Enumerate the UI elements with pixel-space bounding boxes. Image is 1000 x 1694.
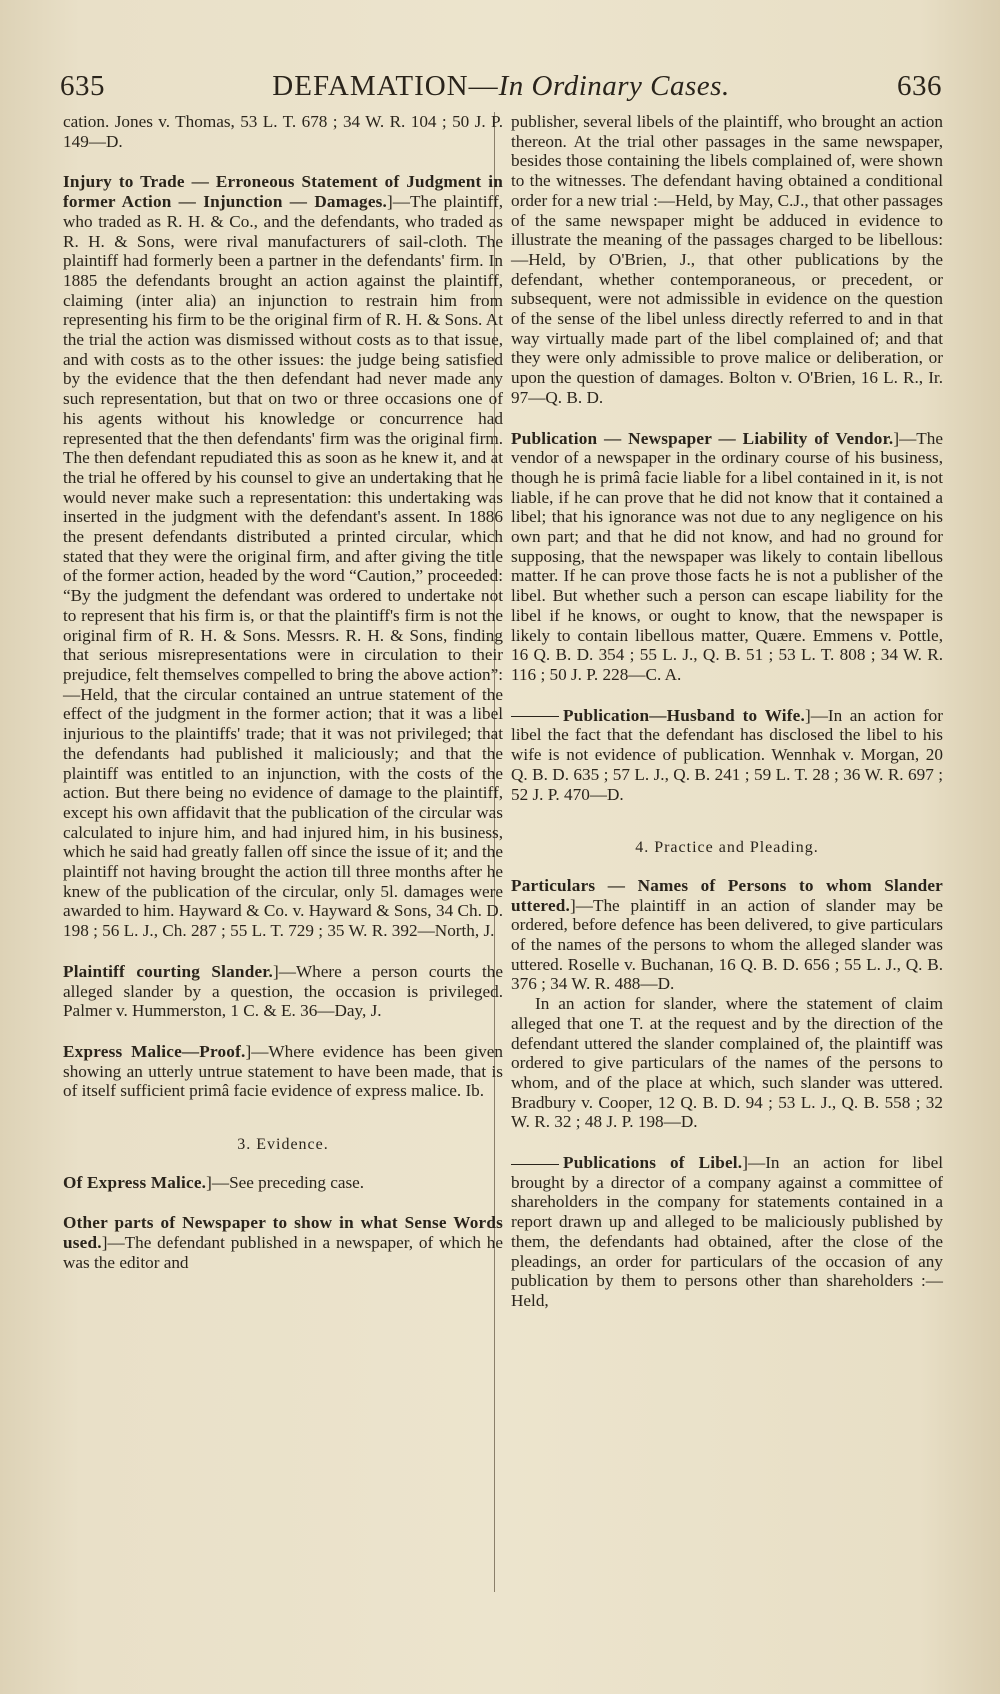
entry-heading: Publications of Libel. (563, 1153, 743, 1173)
entry-heading: Particulars — Names of Persons to whom Slander uttered. (511, 875, 943, 915)
entry-body: ]—The plaintiff, who traded as R. H. & Co., and the defendants, who traded as R. H. & Sons, were rival manufacturers of sail-cloth. The plaintiff had formerly been a partner in the defendants' firm. In 1885 the defendants brought an action against the plaintiff, claiming (inter alia) an injunction to restrain him from representing his firm to be the original firm of R. H. & Sons. At the trial the action was dismissed without costs as to that issue, and with costs as to the other issues: the judge being satisfied by the evidence that the then defendant had never made any such representation, but that on two or three occasions one of his agents without his knowledge or concurrence had represented that the then defendants' firm was the original firm. The then defendant repudiated this as soon as he knew it, and at the trial he offered by his counsel to give an undertaking that he would never make such a representation: this undertaking was inserted in the judgment with the defendant's assent. In 1886 the present defendants distributed a printed circular, which stated that they were the original firm, and after giving the title of the former action, headed by the word “Caution,” proceeded: “By the judgment the defendant was ordered to undertake not to represent that his firm is, or that the plaintiff's firm is not the original firm of R. H. & Sons. Messrs. R. H. & Sons, finding that serious misrepresentations were in circulation to their prejudice, felt themselves compelled to bring the above action”: —Held, that the circular contained an untrue statement of the effect of the judgment in the former action; that it was a libel injurious to the plaintiffs' trade; that it was not privileged; that the defendants had published it maliciously; and that the plaintiff was entitled to an injunction, with the costs of the action. But there being no evidence of damage to the plaintiff, except his own affidavit that the publication of the circular was calculated to injure him, and had injured him, in his business, which he said had greatly fallen off since the issue of it; and the plaintiff not having brought the action till three months after he knew of the publication of the circular, only 5l. damages were awarded to him. Hayward & Co. v. Hayward & Sons, 34 Ch. D. 198 ; 56 L. J., Ch. 287 ; 55 L. T. 729 ; 35 W. R. 392—North, J. (63, 192, 503, 941)
entry-body: ]—In an action for libel the fact that the defendant has disclosed the libel to his wife is not evidence of publication. Wennhak v. Morgan, 20 Q. B. D. 635 ; 57 L. J., Q. B. 241 ; 59 L. T. 28 ; 36 W. R. 697 ; 52 J. P. 470—D. (511, 705, 943, 804)
entry-heading: Injury to Trade — Erroneous Statement of Judgment in former Action — Injunction — Damages. (63, 172, 503, 212)
entry-publications-of-libel (511, 1153, 943, 1311)
page-number-left: 635 (60, 70, 105, 102)
entry-body: ]—In an action for libel brought by a director of a company against a committee of shareholders in the company for statements contained in a report drawn up and alleged to be maliciously published by them, the defendants had obtained, after the close of the pleadings, an order for particulars of the occasion of any publication by them to persons other than shareholders :—Held, (511, 1153, 943, 1310)
entry-express-malice-proof (63, 1042, 503, 1101)
entry-heading: Express Malice—Proof. (63, 1041, 246, 1061)
entry-heading: Publication—Husband to Wife. (563, 705, 806, 725)
running-header (60, 70, 942, 103)
entry-body: ]—Where a person courts the alleged slander by a question, the occasion is privileged. Palmer v. Hummerston, 1 C. & E. 36—Day, J. (63, 961, 503, 1021)
entry-heading: Of Express Malice. (63, 1172, 207, 1192)
entry-injury-to-trade (63, 172, 503, 940)
entry-publication-newspaper-vendor (511, 429, 943, 685)
entry-body: ]—The vendor of a newspaper in the ordinary course of his business, though he is primâ facie liable for a libel contained in it, is not liable, if he can prove that he did not know that it contained a libel; that his ignorance was not due to any negligence on his own part; and that he did not know, and had no ground for supposing, that the newspaper was likely to contain libellous matter. If he can prove those facts he is not a publisher of the libel. But whether such a person can escape liability for the libel if he knows, or ought to know, that the newspaper is likely to contain libellous matter, Quære. Emmens v. Pottle, 16 Q. B. D. 354 ; 55 L. J., Q. B. 51 ; 53 L. T. 808 ; 34 W. R. 116 ; 50 J. P. 228—C. A. (511, 428, 943, 684)
entry-particulars-names-of-persons (511, 876, 943, 994)
left-column (63, 112, 503, 1273)
running-title-sub: In Ordinary Cases. (498, 70, 730, 102)
entry-publication-husband-to-wife (511, 706, 943, 805)
left-paragraph-continuation: cation. Jones v. Thomas, 53 L. T. 678 ; 34 W. R. 104 ; 50 J. P. 149—D. (63, 112, 503, 151)
page-number-right: 636 (896, 70, 942, 102)
entry-body: ]—Where evidence has been given showing an utterly untrue statement to have been made, that is of itself sufficient primâ facie evidence of express malice. Ib. (63, 1041, 503, 1101)
running-title-main: DEFAMATION— (272, 70, 499, 102)
section-heading-evidence: 3. Evidence. (237, 1136, 329, 1154)
ditto-dash (511, 1164, 559, 1165)
entry-of-express-malice (63, 1173, 503, 1193)
entry-body: ]—The defendant published in a newspaper, of which he was the editor and (63, 1233, 503, 1272)
entry-slander-particulars-continued: In an action for slander, where the statement of claim alleged that one T. at the request and by the direction of the defendant uttered the slander complained of, the plaintiff was ordered to give particulars of the names of the persons to whom, and of the place at which, such slander was uttered. Bradbury v. Cooper, 12 Q. B. D. 94 ; 53 L. J., Q. B. 558 ; 32 W. R. 32 ; 48 J. P. 198—D. (511, 994, 943, 1132)
right-column (511, 112, 943, 1311)
right-paragraph-continuation: publisher, several libels of the plaintiff, who brought an action thereon. At the trial other passages in the same newspaper, besides those containing the libels complained of, were shown to the witnesses. The defendant having obtained a conditional order for a new trial :—Held, by May, C.J., that other passages of the same newspaper might be adduced in evidence to illustrate the meaning of the passages charged to be libellous:—Held, by O'Brien, J., that other publications by the defendant, whether contemporaneous, or precedent, or subsequent, were not admissible in evidence on the question of the sense of the libel unless directly referred to and in that way virtually made part of the libel complained of; and that they were only admissible to prove malice or deliberation, or upon the question of damages. Bolton v. O'Brien, 16 L. R., Ir. 97—Q. B. D. (511, 112, 943, 407)
entry-heading: Plaintiff courting Slander. (63, 961, 274, 981)
entry-other-parts-of-newspaper (63, 1213, 503, 1272)
entry-body: ]—See preceding case. (206, 1172, 365, 1192)
entry-heading: Publication — Newspaper — Liability of Vendor. (511, 428, 894, 448)
ditto-dash (511, 716, 559, 717)
entry-plaintiff-courting-slander (63, 962, 503, 1021)
entry-heading: Other parts of Newspaper to show in what Sense Words used. (63, 1213, 503, 1253)
entry-body: ]—The plaintiff in an action of slander may be ordered, before defence has been delivered, to give particulars of the names of the persons to whom the alleged slander was uttered. Roselle v. Buchanan, 16 Q. B. D. 656 ; 55 L. J., Q. B. 376 ; 34 W. R. 488—D. (511, 895, 943, 994)
running-title (272, 70, 729, 103)
section-heading-practice-and-pleading: 4. Practice and Pleading. (635, 839, 819, 857)
